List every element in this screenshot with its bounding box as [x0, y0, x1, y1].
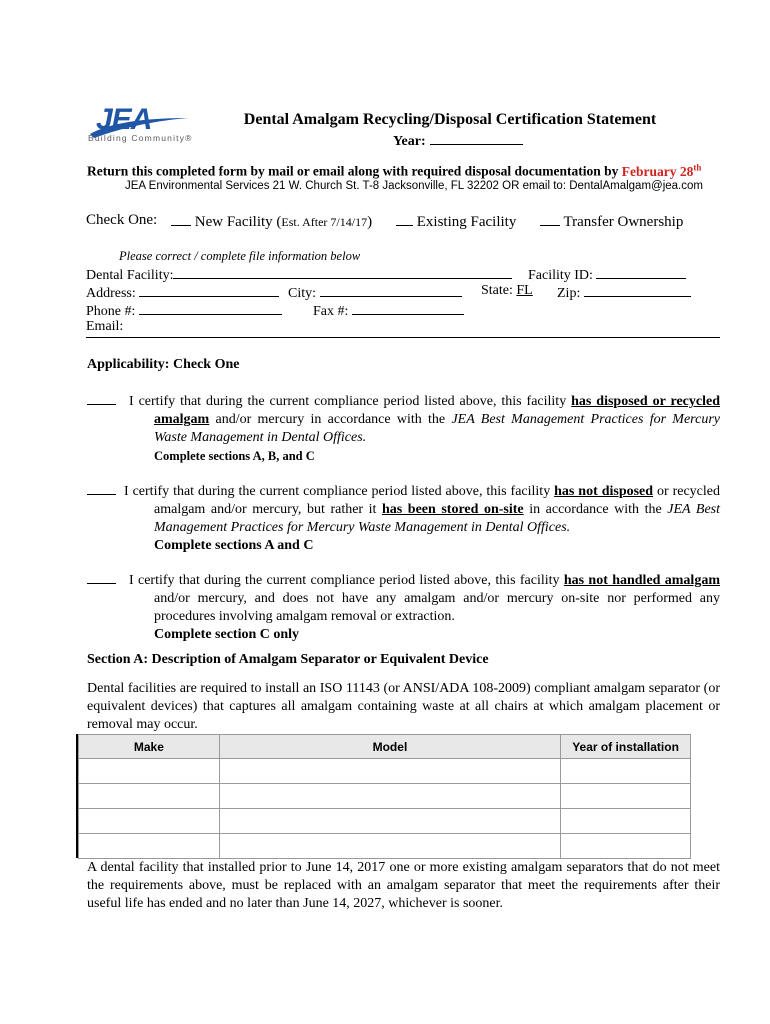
state-value: FL: [516, 283, 533, 298]
email-field[interactable]: Email:: [86, 319, 124, 334]
logo-tagline: Building Community®: [88, 133, 193, 143]
new-facility-option[interactable]: New Facility (Est. After 7/14/17): [171, 212, 372, 231]
model-cell[interactable]: [219, 809, 560, 834]
transfer-ownership-blank[interactable]: [540, 212, 560, 226]
correct-note: Please correct / complete file information below: [119, 249, 361, 263]
dental-facility-field[interactable]: Dental Facility:: [86, 265, 512, 284]
year-cell[interactable]: [561, 809, 691, 834]
facility-id-field[interactable]: Facility ID:: [528, 265, 686, 284]
column-year: Year of installation: [561, 735, 691, 759]
option-not-handled-sections: Complete section C only: [154, 627, 300, 642]
year-cell[interactable]: [561, 759, 691, 784]
year-label: Year:: [393, 134, 426, 149]
svg-text:JEA: JEA: [96, 103, 152, 136]
table-row: [79, 759, 691, 784]
divider: [86, 337, 720, 338]
option-stored-blank[interactable]: [87, 483, 116, 495]
return-instructions: [87, 162, 701, 180]
check-one-label: Check One:: [86, 212, 158, 228]
phone-field[interactable]: Phone #:: [86, 301, 282, 320]
table-row: [79, 834, 691, 859]
model-cell[interactable]: [219, 834, 560, 859]
address-field[interactable]: Address:: [86, 283, 279, 302]
fax-field[interactable]: Fax #:: [313, 301, 464, 320]
make-cell[interactable]: [79, 784, 220, 809]
option-disposed: I certify that during the current compliance period listed above, this facility has disposed or recycled amalgam and/or mercury in accordance with the JEA Best Management Practices for Mercury Waste Management in Dental Offices. Complete sections A, B, and C: [87, 393, 720, 465]
option-not-handled-blank[interactable]: [87, 572, 116, 584]
model-cell[interactable]: [219, 759, 560, 784]
applicability-heading: Applicability: Check One: [87, 357, 240, 372]
year-blank[interactable]: [430, 132, 523, 145]
make-cell[interactable]: [79, 759, 220, 784]
existing-facility-blank[interactable]: [396, 212, 413, 226]
option-stored-sections: Complete sections A and C: [154, 538, 314, 553]
option-stored: I certify that during the current compliance period listed above, this facility has not disposed or recycled amalgam and/or mercury, but rather it has been stored on-site in accordance with the JEA Best Management Practices for Mercury Waste Management in Dental Offices. Complete sections A and C: [87, 483, 720, 555]
column-make: Make: [79, 735, 220, 759]
year-cell[interactable]: [561, 784, 691, 809]
year-field: [393, 132, 523, 150]
make-cell[interactable]: [79, 809, 220, 834]
table-row: [79, 809, 691, 834]
due-date: February 28th: [621, 162, 702, 179]
option-not-handled: I certify that during the current compliance period listed above, this facility has not handled amalgam and/or mercury, and does not have any amalgam and/or mercury on-site nor performed any procedures involving amalgam removal or extraction. Complete section C only: [87, 572, 720, 644]
separator-table: [78, 734, 691, 859]
option-disposed-sections: Complete sections A, B, and C: [154, 449, 315, 463]
state-field[interactable]: State: FL: [481, 283, 533, 298]
transfer-ownership-option[interactable]: Transfer Ownership: [540, 212, 683, 231]
existing-facility-option[interactable]: Existing Facility: [396, 212, 516, 231]
new-facility-blank[interactable]: [171, 212, 191, 226]
make-cell[interactable]: [79, 834, 220, 859]
zip-field[interactable]: Zip:: [557, 283, 691, 302]
city-field[interactable]: City:: [288, 283, 462, 302]
section-a-intro: Dental facilities are required to install an ISO 11143 (or ANSI/ADA 108-2009) compliant amalgam separator (or equivalent devices) that captures all amalgam containing waste at all chairs at which amalgam placement or removal may occur.: [87, 681, 720, 732]
return-text: Return this completed form by mail or email along with required disposal documentation by: [87, 163, 619, 179]
option-disposed-blank[interactable]: [87, 393, 116, 405]
section-a-heading: Section A: Description of Amalgam Separator or Equivalent Device: [87, 652, 489, 667]
table-row: [79, 784, 691, 809]
model-cell[interactable]: [219, 784, 560, 809]
table-header-row: [79, 735, 691, 759]
year-cell[interactable]: [561, 834, 691, 859]
column-model: Model: [219, 735, 560, 759]
mailing-address: JEA Environmental Services 21 W. Church St. T-8 Jacksonville, FL 32202 OR email to: DentalAmalgam@jea.com: [125, 180, 703, 192]
section-a-footer: A dental facility that installed prior to June 14, 2017 one or more existing amalgam separators that do not meet the requirements above, must be replaced with an amalgam separator that meet the requirements after their useful life has ended and no later than June 14, 2027, whichever is sooner.: [87, 860, 720, 911]
form-title: Dental Amalgam Recycling/Disposal Certification Statement: [243, 111, 657, 128]
